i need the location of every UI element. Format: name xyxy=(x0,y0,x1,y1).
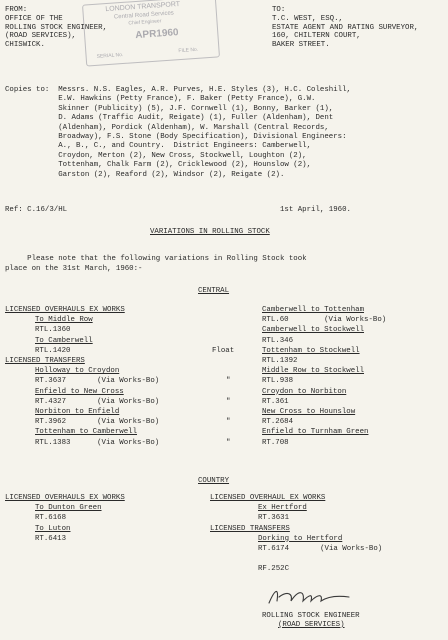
central-entry: RTL.60 (Via Works-Bo) xyxy=(262,316,387,325)
central-note: " xyxy=(226,397,231,406)
central-note: Float xyxy=(212,346,235,355)
to-label: TO: xyxy=(272,6,286,14)
central-entry: Norbiton to Enfield xyxy=(35,408,120,416)
central-entry: RTL.346 xyxy=(262,336,294,345)
central-entry: Camberwell to Tottenham xyxy=(262,306,365,314)
central-entry: RTL.1360 xyxy=(35,326,71,335)
central-entry: RTL.1392 xyxy=(262,357,298,365)
central-entry: RT.3962 (Via Works-Bo) xyxy=(35,418,160,427)
central-heading: CENTRAL xyxy=(198,287,230,295)
country-entry: RF.252C xyxy=(258,565,290,574)
central-entry: LICENSED TRANSFERS xyxy=(5,357,85,365)
central-entry: To Camberwell xyxy=(35,336,93,345)
from-line: CHISWICK. xyxy=(5,40,45,49)
copies-line: Broadway), F.S. Stone (Body Specification), Divisional Engineers: xyxy=(5,133,347,141)
copies-line: Croydon, Merton (2), New Cross, Stockwell, Loughton (2), xyxy=(5,151,307,160)
country-entry: LICENSED OVERHAUL EX WORKS xyxy=(210,494,326,502)
to-line: T.C. WEST, ESQ., xyxy=(272,15,343,23)
to-line: 160, CHILTERN COURT, xyxy=(272,32,361,41)
central-entry: To Middle Row xyxy=(35,316,93,325)
central-entry: RTL.1420 xyxy=(35,346,71,355)
copies-line: A., B., C., and Country. District Engineers: Camberwell, xyxy=(5,142,312,151)
received-stamp xyxy=(82,0,220,67)
central-entry: Enfield to New Cross xyxy=(35,387,124,396)
stamp-date: APR1960 xyxy=(134,27,179,42)
central-entry: RT.361 xyxy=(262,397,289,406)
to-line: BAKER STREET. xyxy=(272,40,330,49)
reference: Ref: C.16/3/HL xyxy=(5,206,68,214)
copies-line: Garston (2), Reaford (2), Windsor (2), Reigate (2). xyxy=(5,170,285,179)
signature-title: ROLLING STOCK ENGINEER xyxy=(262,612,360,620)
central-entry: Holloway to Croydon xyxy=(35,367,120,376)
from-label: FROM: xyxy=(5,6,28,14)
central-note: " xyxy=(226,438,231,447)
country-entry: To Luton xyxy=(35,524,71,533)
central-entry: LICENSED OVERHAULS EX WORKS xyxy=(5,306,125,314)
central-entry: RT.708 xyxy=(262,438,289,447)
country-entry: LICENSED TRANSFERS xyxy=(210,524,290,533)
central-entry: RTL.1383 (Via Works-Bo) xyxy=(35,438,160,447)
country-entry: LICENSED OVERHAULS EX WORKS xyxy=(5,494,125,502)
from-line: (ROAD SERVICES), xyxy=(5,32,76,41)
stamp-line-2: Central Road Services xyxy=(113,10,175,21)
copies-line: Tottenham, Chalk Farm (2), Cricklewood (2), Hounslow (2), xyxy=(5,161,312,170)
country-entry: RT.6168 xyxy=(35,514,67,523)
handwritten-signature xyxy=(265,585,355,607)
country-entry: To Dunton Green xyxy=(35,504,102,513)
copies-line: Copies to: Messrs. N.S. Eagles, A.R. Purves, H.E. Styles (3), H.C. Coleshill, xyxy=(5,86,351,94)
stamp-file: FILE No. xyxy=(178,46,199,55)
central-entry: Camberwell to Stockwell xyxy=(262,326,365,335)
central-entry: Middle Row to Stockwell xyxy=(262,367,365,376)
intro-line: Please note that the following variations in Rolling Stock took xyxy=(5,255,307,263)
copies-line: (Aldenham), Pordick (Aldenham), W. Marshall (Central Records, xyxy=(5,123,329,132)
central-entry: Tottenham to Camberwell xyxy=(35,428,138,437)
country-entry: Ex Hertford xyxy=(258,504,307,513)
to-line: ESTATE AGENT AND RATING SURVEYOR, xyxy=(272,23,419,32)
intro-line: place on the 31st March, 1960:- xyxy=(5,264,143,273)
from-line: ROLLING STOCK ENGINEER, xyxy=(5,23,108,32)
stamp-line-3: Chief Engineer xyxy=(128,18,162,27)
central-entry: Croydon to Norbiton xyxy=(262,387,347,396)
country-entry: Dorking to Hertford xyxy=(258,534,343,543)
country-entry: RT.6413 xyxy=(35,534,67,543)
central-entry: Enfield to Turnham Green xyxy=(262,428,369,437)
country-entry: RT.6174 (Via Works-Bo) xyxy=(258,545,383,553)
central-entry: New Cross to Hounslow xyxy=(262,408,356,416)
central-entry: RT.2684 xyxy=(262,418,294,427)
stamp-serial: SERIAL No. xyxy=(96,51,124,60)
central-entry: RT.4327 (Via Works-Bo) xyxy=(35,397,160,406)
country-entry: RT.3631 xyxy=(258,514,290,523)
copies-line: Skinner (Publicity) (5), J.F. Cornwell (1), Bonny, Barker (1), xyxy=(5,104,334,113)
central-note: " xyxy=(226,418,231,427)
stamp-line-1: LONDON TRANSPORT xyxy=(105,0,181,14)
subject-heading: VARIATIONS IN ROLLING STOCK xyxy=(150,228,270,236)
country-heading: COUNTRY xyxy=(198,477,230,485)
copies-line: D. Adams (Traffic Audit, Reigate) (1), Fuller (Aldenham), Dent xyxy=(5,114,334,123)
copies-line: E.W. Hawkins (Petty France), F. Baker (Petty France), G.W. xyxy=(5,95,316,104)
document-date: 1st April, 1960. xyxy=(280,206,351,214)
central-note: " xyxy=(226,377,231,386)
central-entry: RT.3637 (Via Works-Bo) xyxy=(35,377,160,386)
central-entry: RTL.938 xyxy=(262,377,294,386)
central-entry: Tottenham to Stockwell xyxy=(262,346,360,355)
signature-subtitle: (ROAD SERVICES) xyxy=(278,621,345,629)
from-line: OFFICE OF THE xyxy=(5,15,63,23)
